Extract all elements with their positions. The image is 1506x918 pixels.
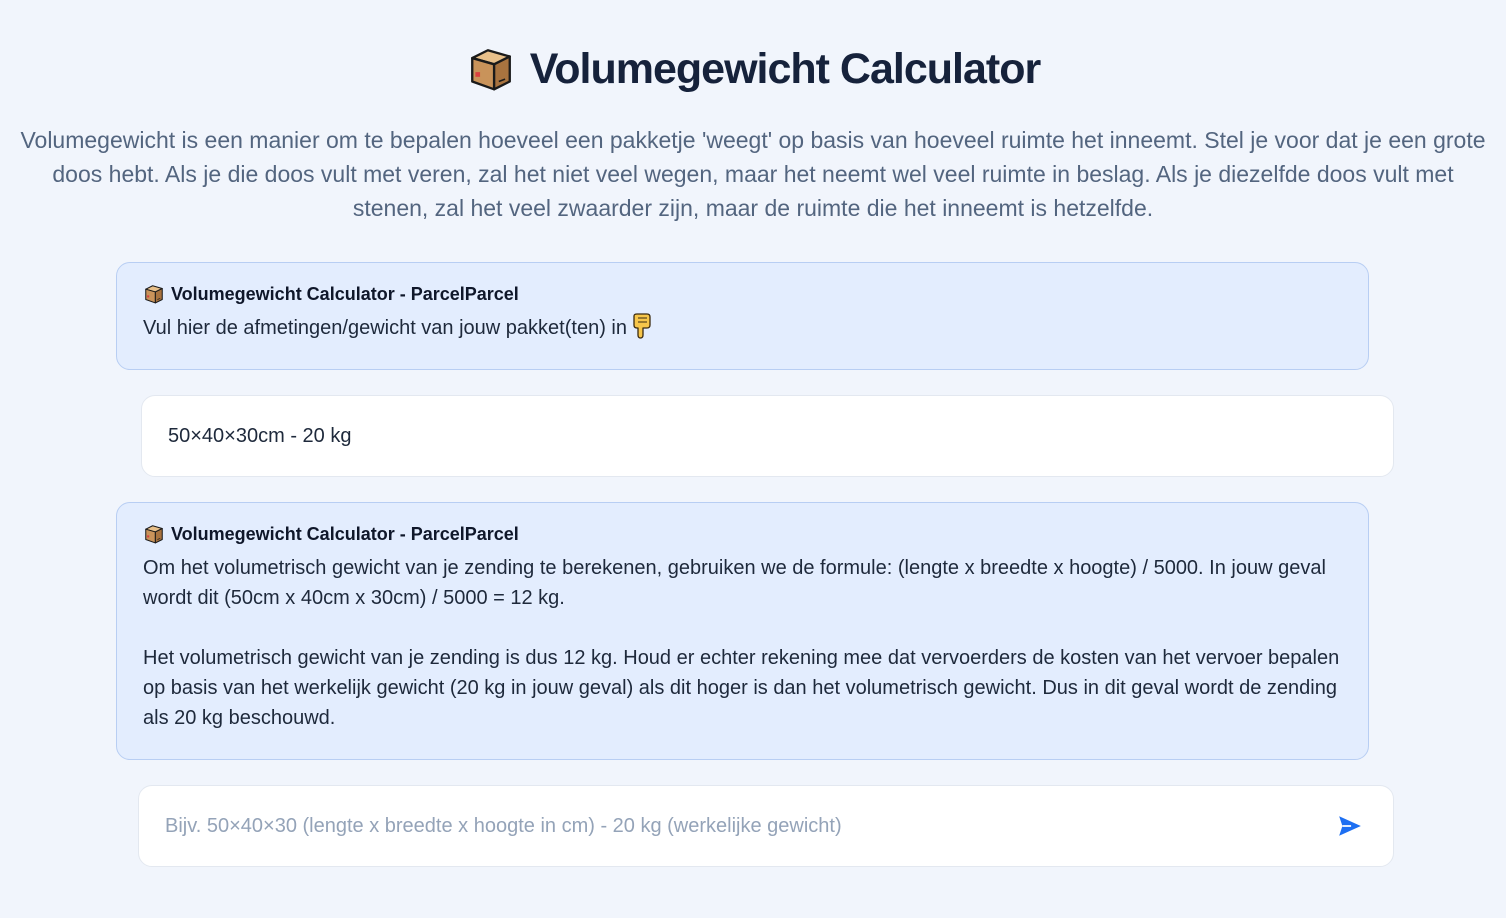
- bot-sender-name: Volumegewicht Calculator - ParcelParcel: [171, 284, 519, 304]
- intro-text: Volumegewicht is een manier om te bepalen hoeveel een pakketje 'weegt' op basis van hoeveel ruimte het inneemt. Stel je voor dat je een grote doos hebt. Als je die doos vult met veren, zal het niet veel wegen, maar het neemt wel veel ruimte in beslag. Als je diezelfde doos vult met stenen, zal het veel zwaarder zijn, maar de ruimte die het inneemt is hetzelfde.: [20, 127, 1486, 221]
- chat-input[interactable]: [165, 815, 1333, 838]
- bot-message-header: [143, 283, 1342, 305]
- bot-sender-name: Volumegewicht Calculator - ParcelParcel: [171, 524, 519, 544]
- package-icon: [143, 283, 165, 305]
- package-icon: [143, 523, 165, 545]
- pointing-down-icon: [631, 313, 653, 339]
- package-icon: [466, 44, 516, 94]
- title-wrap: [466, 44, 1040, 94]
- bot-message-paragraph: Het volumetrisch gewicht van je zending is dus 12 kg. Houd er echter rekening mee dat vervoerders de kosten van het vervoer bepalen op basis van het werkelijk gewicht (20 kg in jouw geval) als dit hoger is dan het volumetrisch gewicht. Dus in dit geval wordt de zending als 20 kg beschouwd.: [143, 647, 1340, 729]
- bot-message-text: Vul hier de afmetingen/gewicht van jouw pakket(ten) in: [143, 317, 627, 339]
- bot-message-paragraph: Om het volumetrisch gewicht van je zending te berekenen, gebruiken we de formule: (lengte x breedte x hoogte) / 5000. In jouw geval wordt dit (50cm x 40cm x 30cm) / 5000 = 12 kg.: [143, 557, 1326, 609]
- bot-message-paragraph: [143, 313, 1342, 343]
- user-message: [141, 395, 1394, 477]
- user-message-text: 50×40×30cm - 20 kg: [168, 424, 352, 447]
- bot-message-body: [143, 313, 1342, 343]
- page-header: [0, 44, 1506, 94]
- bot-message-header: [143, 523, 1342, 545]
- send-button[interactable]: [1333, 809, 1367, 843]
- page-title: Volumegewicht Calculator: [529, 44, 1041, 93]
- send-icon: [1337, 813, 1363, 839]
- bot-message: [116, 262, 1369, 370]
- bot-message-body: [143, 553, 1342, 733]
- chat-input-bar: [138, 785, 1394, 867]
- bot-message: [116, 502, 1369, 760]
